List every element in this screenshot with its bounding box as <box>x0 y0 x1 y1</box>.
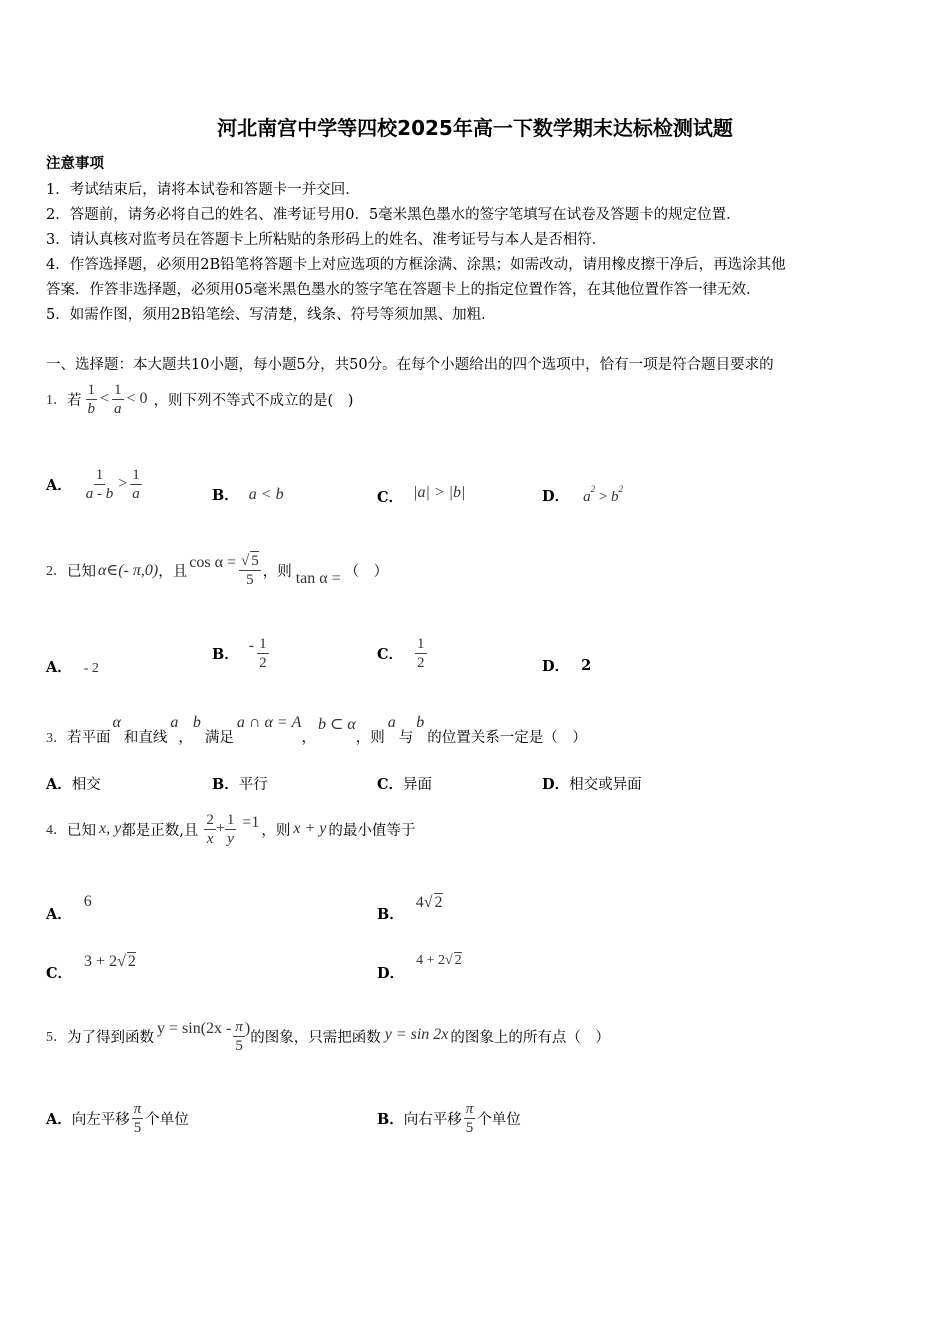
page-title: 河北南宫中学等四校2025年高一下数学期末达标检测试题 <box>217 116 733 140</box>
math-expression: tan α = <box>295 570 341 587</box>
option-label: C． <box>46 965 73 982</box>
fraction: $\frac{1}{a}$ <box>114 381 122 417</box>
notice-item: 5．如需作图，须用2B铅笔绘、写清楚，线条、符号等须加黑、加粗． <box>46 307 496 323</box>
option-d[interactable] <box>542 655 591 676</box>
option-c[interactable] <box>46 952 136 983</box>
question-text: 的位置关系一定是（ ） <box>427 730 587 746</box>
option-d[interactable]: D．相交或异面 <box>542 776 642 793</box>
section-heading: 一、选择题：本大题共10小题，每小题5分，共50分。在每个小题给出的四个选项中，恰有一项是符合题目要求的 <box>46 357 774 373</box>
option-label: C． <box>377 645 404 663</box>
fraction: $\frac{1}{a - b}$ <box>85 466 114 502</box>
fraction: $\frac{1}{a}$ <box>132 466 140 502</box>
option-label: D． <box>377 965 405 982</box>
fraction: $\frac{1}{2}$ <box>417 635 425 671</box>
question-number: 5． <box>46 1030 67 1045</box>
fraction: $\frac{\pi}{5}$ <box>133 1100 142 1136</box>
option-label: A． <box>46 1110 72 1128</box>
math-symbol: b <box>192 714 201 731</box>
fraction: $\frac{1}{2}$ <box>259 635 267 671</box>
math-expression: b ⊂ α <box>317 716 356 733</box>
option-label: B． <box>377 1110 404 1128</box>
option-d[interactable] <box>542 484 623 506</box>
question-number: 4． <box>46 823 67 838</box>
option-label: B． <box>212 487 239 504</box>
question-text: ，则 <box>355 730 385 746</box>
question-text: ，且 <box>158 563 188 580</box>
operator: - <box>248 637 255 654</box>
math-symbol: a <box>170 714 179 731</box>
option-a[interactable]: A．相交 <box>46 776 101 793</box>
option-b[interactable] <box>212 630 269 676</box>
option-label: B． <box>212 645 239 663</box>
question-text: ， <box>301 730 316 746</box>
option-a[interactable] <box>46 1094 189 1142</box>
fraction: $\frac{√ 5}{5}$ <box>240 553 259 588</box>
option-b[interactable] <box>212 484 284 505</box>
option-label: B． <box>377 906 404 923</box>
question-number: 3． <box>46 731 67 746</box>
math-expression: y = sin(2x - <box>157 1020 232 1037</box>
question-text: 的最小值等于 <box>328 822 416 839</box>
question-text: 若平面 <box>67 730 111 746</box>
math-expression: x, y <box>99 820 122 837</box>
question-text: 已知 <box>67 822 96 839</box>
notice-heading: 注意事项 <box>46 155 104 172</box>
fraction: $\frac{2}{x}$ <box>206 811 214 847</box>
question-text: ，则下列不等式不成立的是( ) <box>153 392 354 409</box>
option-c[interactable] <box>377 478 465 507</box>
option-text: 个单位 <box>145 1111 189 1128</box>
option-value: |a| > |b| <box>413 483 466 501</box>
option-d[interactable] <box>377 952 462 983</box>
option-value: 4√ 2 <box>415 894 443 911</box>
option-value: 2 <box>581 657 592 674</box>
math-expression: ) <box>244 1020 251 1037</box>
math-expression: α∈(- π,0) <box>98 562 159 579</box>
math-expression: < 0 <box>126 390 148 407</box>
question-text: （ ） <box>344 563 389 580</box>
notice-item: 3．请认真核对监考员在答题卡上所粘贴的条形码上的姓名、准考证号与本人是否相符． <box>46 232 607 248</box>
notice-item: 答案．作答非选择题，必须用05毫米黑色墨水的签字笔在答题卡上的指定位置作答，在其他位置作答一律无效． <box>46 282 761 298</box>
option-a[interactable] <box>46 460 142 508</box>
question-text: ，则 <box>261 822 291 839</box>
operator: + <box>215 820 225 837</box>
option-text: 向右平移 <box>403 1111 462 1128</box>
question-text: ，则 <box>262 563 292 580</box>
question-number: 2． <box>46 564 67 579</box>
question-text: 都是正数,且 <box>121 822 199 839</box>
question-text: 的图象，只需把函数 <box>250 1029 381 1046</box>
math-symbol: b <box>416 714 425 731</box>
option-label: C． <box>377 489 404 506</box>
question-text: 若 <box>67 392 82 409</box>
option-b[interactable] <box>377 893 443 924</box>
option-label: A． <box>46 476 72 494</box>
option-c[interactable]: C．异面 <box>377 776 433 793</box>
option-b[interactable] <box>377 1094 521 1142</box>
math-expression: cos α = <box>189 554 236 571</box>
option-value: 4 + 2√ 2 <box>416 953 462 968</box>
option-label: A． <box>46 906 72 923</box>
math-expression: =1 <box>242 814 260 831</box>
question-number: 1． <box>46 393 67 408</box>
option-value: - 2 <box>83 661 99 676</box>
fraction: $\frac{1}{b}$ <box>87 381 95 417</box>
notice-item: 1．考试结束后，请将本试卷和答题卡一并交回． <box>46 182 360 198</box>
question-text: 的图象上的所有点（ ） <box>450 1029 610 1046</box>
fraction: $\frac{\pi}{5}$ <box>465 1100 474 1136</box>
option-value: a < b <box>248 485 284 503</box>
math-symbol: a <box>387 714 396 731</box>
math-expression: a ∩ α = A <box>236 714 302 731</box>
math-expression: x + y <box>293 820 327 837</box>
operator: < <box>100 390 110 407</box>
question-text: 已知 <box>67 563 96 580</box>
option-text: 个单位 <box>477 1111 521 1128</box>
notice-item: 2．答题前，请务必将自己的姓名、准考证号用0．5毫米黑色墨水的签字笔填写在试卷及答题卡的规定位置． <box>46 207 741 223</box>
fraction: $\frac{\pi}{5}$ <box>235 1018 243 1054</box>
option-text: 向左平移 <box>71 1111 130 1128</box>
option-label: D． <box>542 658 570 675</box>
option-label: D． <box>542 487 570 505</box>
notice-item: 4．作答选择题，必须用2B铅笔将答题卡上对应选项的方框涂满、涂黑；如需改动，请用橡皮擦干净后，再选涂其他 <box>46 257 786 273</box>
math-symbol: α <box>112 714 121 731</box>
option-b[interactable]: B．平行 <box>212 776 268 793</box>
option-label: A． <box>46 658 72 676</box>
operator: > <box>118 475 128 492</box>
question-text: ， <box>178 730 193 746</box>
option-a[interactable] <box>46 893 92 924</box>
option-value: 3 + 2√ 2 <box>84 953 136 970</box>
question-text: 为了得到函数 <box>67 1029 154 1046</box>
option-c[interactable] <box>377 630 427 676</box>
question-text: 与 <box>398 730 414 746</box>
option-a[interactable] <box>46 655 99 677</box>
math-expression: y = sin 2x <box>384 1026 449 1043</box>
option-value: 6 <box>83 893 92 910</box>
fraction: $\frac{1}{y}$ <box>226 811 235 847</box>
question-text: 满足 <box>204 730 234 746</box>
question-text: 和直线 <box>123 730 168 746</box>
option-value: $a^2 > b^2$ <box>583 484 624 505</box>
